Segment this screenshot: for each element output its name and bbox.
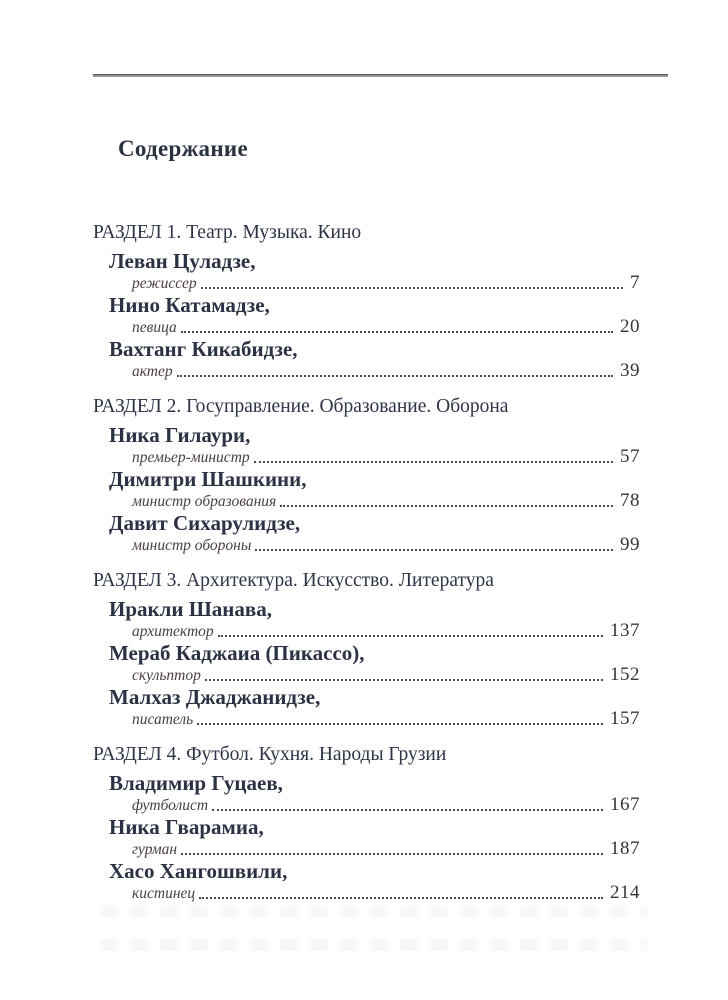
entry-page-number: 152 [610, 664, 640, 685]
entry-role-line [132, 448, 640, 466]
entry-role: кистинец [132, 885, 196, 902]
entry-role-line [132, 318, 640, 336]
section-entries [93, 248, 640, 380]
dot-leader [255, 549, 613, 551]
entry-role-line [132, 492, 640, 510]
toc-entry [93, 684, 640, 728]
toc-entry [93, 858, 640, 902]
toc-entry [93, 596, 640, 640]
entry-role-line [132, 666, 640, 684]
toc-section [93, 742, 640, 902]
entry-role: скульптор [132, 667, 201, 684]
dot-leader [280, 505, 613, 507]
dot-leader [181, 331, 613, 333]
section-title: РАЗДЕЛ 4. Футбол. Кухня. Народы Грузии [93, 744, 447, 765]
dot-leader [205, 679, 603, 681]
dot-leader [254, 461, 613, 463]
toc-entry [93, 640, 640, 684]
toc-entry [93, 814, 640, 858]
entry-name: Иракли Шанава, [109, 597, 272, 621]
entry-role-line [132, 710, 640, 728]
top-horizontal-rule [93, 74, 668, 77]
entry-page-number: 187 [610, 838, 640, 859]
toc-entry [93, 510, 640, 554]
dot-leader [201, 287, 623, 289]
toc-section [93, 220, 640, 380]
toc-entry [93, 248, 640, 292]
entry-role: футболист [132, 797, 209, 814]
entry-role: певица [132, 319, 177, 336]
entry-page-number: 157 [610, 708, 640, 729]
entry-page-number: 78 [620, 490, 640, 511]
entry-page-number: 99 [620, 534, 640, 555]
page-showthrough [100, 905, 648, 963]
toc-entry [93, 770, 640, 814]
dot-leader [199, 897, 603, 899]
entry-role: режиссер [132, 275, 197, 292]
toc-section [93, 568, 640, 728]
page-title: Содержание [118, 136, 248, 161]
entry-role-line [132, 796, 640, 814]
dot-leader [177, 375, 613, 377]
section-entries [93, 596, 640, 728]
entry-name: Вахтанг Кикабидзе, [109, 337, 298, 361]
entry-name: Нино Катамадзе, [109, 293, 270, 317]
entry-page-number: 167 [610, 794, 640, 815]
entry-role: актер [132, 363, 173, 380]
entry-role-line [132, 274, 640, 292]
entry-page-number: 7 [630, 272, 640, 293]
dot-leader [218, 635, 603, 637]
entry-name: Хасо Хангошвили, [109, 859, 288, 883]
section-entries [93, 770, 640, 902]
entry-name: Давит Сихарулидзе, [109, 511, 301, 535]
entry-role-line [132, 536, 640, 554]
entry-role-line [132, 840, 640, 858]
entry-name: Димитри Шашкини, [109, 467, 307, 491]
entry-page-number: 39 [620, 360, 640, 381]
section-title: РАЗДЕЛ 3. Архитектура. Искусство. Литература [93, 570, 494, 591]
toc-entry [93, 466, 640, 510]
entry-page-number: 137 [610, 620, 640, 641]
dot-leader [197, 723, 603, 725]
entry-name: Леван Цуладзе, [109, 249, 256, 273]
table-of-contents [93, 220, 640, 916]
section-entries [93, 422, 640, 554]
entry-name: Ника Гилаури, [109, 423, 251, 447]
dot-leader [212, 809, 603, 811]
entry-role: архитектор [132, 623, 214, 640]
entry-page-number: 214 [610, 882, 640, 903]
entry-role-line [132, 884, 640, 902]
entry-page-number: 57 [620, 446, 640, 467]
entry-role: министр обороны [132, 537, 252, 554]
entry-role-line [132, 362, 640, 380]
toc-entry [93, 292, 640, 336]
entry-name: Малхаз Джаджанидзе, [109, 685, 321, 709]
entry-role: премьер-министр [132, 449, 250, 466]
toc-entry [93, 336, 640, 380]
entry-name: Мераб Каджаиа (Пикассо), [109, 641, 365, 665]
section-title: РАЗДЕЛ 2. Госуправление. Образование. Оборона [93, 396, 509, 417]
toc-section [93, 394, 640, 554]
entry-name: Владимир Гуцаев, [109, 771, 283, 795]
entry-name: Ника Гварамиа, [109, 815, 264, 839]
entry-role: писатель [132, 711, 194, 728]
entry-page-number: 20 [620, 316, 640, 337]
toc-entry [93, 422, 640, 466]
dot-leader [181, 853, 603, 855]
entry-role: министр образования [132, 493, 277, 510]
section-title: РАЗДЕЛ 1. Театр. Музыка. Кино [93, 222, 362, 243]
entry-role: гурман [132, 841, 178, 858]
entry-role-line [132, 622, 640, 640]
